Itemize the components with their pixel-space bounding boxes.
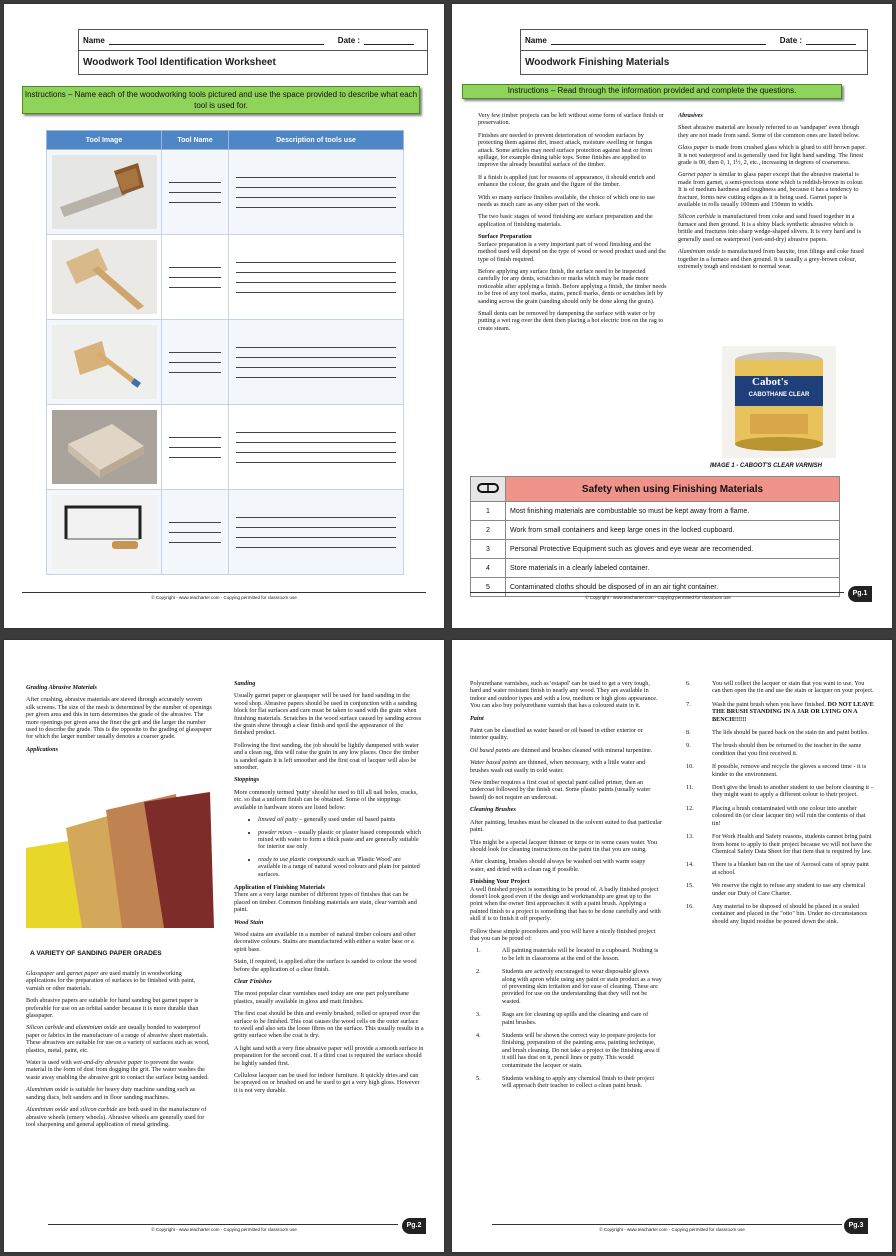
- description-line[interactable]: [236, 177, 396, 178]
- paragraph: Garnet paper is similar to glass paper except that the abrasive material is made from garnet, a semi-precious stone which is reddish-brown in colour. It is of medium hardness and toughness and, because it has a tendency to fracture, forms new cutting edges as it is being used. Garnet paper is available in rolls usually 100mm and 150mm in width.: [678, 171, 864, 209]
- description-line[interactable]: [236, 462, 396, 463]
- section-heading: Application of Finishing Materials: [234, 883, 325, 891]
- image-caption: IMAGE 1 - CABOOT'S CLEAR VARNISH: [710, 463, 822, 469]
- list-item: [680, 742, 874, 757]
- list-item: [680, 763, 874, 778]
- tool-name-line[interactable]: [169, 287, 221, 288]
- varnish-can-image: [722, 346, 836, 458]
- item-text: We reserve the right to refuse any student to use any chemical under our Duty of Care Charter.: [712, 882, 866, 897]
- safety-number: 2: [471, 521, 506, 540]
- item-text: You will collect the lacquer or stain that you want to use. You can then open the tin and use the stain or lacquer on your project.: [712, 680, 874, 695]
- tool-name-line[interactable]: [169, 267, 221, 268]
- paragraph: Following the first sanding, the job should be lightly dampened with water and a clean rag, this will raise the grain in any low places. Once the timber is sanded again it is left smoother and the first coat of lacquer will also be smoother.: [234, 741, 419, 772]
- left-text-column: [26, 684, 212, 758]
- section-heading: Applications: [26, 745, 58, 753]
- name-line[interactable]: [109, 36, 324, 45]
- page-paint-procedures: [452, 640, 892, 1252]
- paragraph: The most popular clear varnishes used today are one part polyurethane plastics, usually available in gloss and matt finishes.: [234, 990, 409, 1005]
- page-number: Pg.2: [402, 1218, 426, 1234]
- item-number: 11.: [686, 784, 694, 792]
- safety-text: Personal Protective Equipment such as gloves and eye wear are recomended.: [506, 540, 840, 559]
- description-line[interactable]: [236, 262, 396, 263]
- paragraph: Both abrasive papers are suitable for hand sanding but garnet paper is preferable for use on an orbital sander because it is more durable than glasspaper.: [26, 997, 199, 1020]
- item-text: Don't give the brush to another student to use before cleaning it – they might want to apply a different colour to their project.: [712, 784, 874, 799]
- safety-table: [470, 476, 840, 597]
- page-finishing-materials: [452, 4, 892, 628]
- list-item: [470, 1032, 662, 1069]
- item-text: Rags are for cleaning up spills and the cleaning and care of paint brushes.: [502, 1011, 649, 1026]
- description-line[interactable]: [236, 452, 396, 453]
- item-number: 8.: [686, 729, 691, 737]
- safety-text: Contaminated cloths should be disposed of in an air tight container.: [506, 578, 840, 597]
- item-number: 6.: [686, 680, 691, 687]
- description-line[interactable]: [236, 272, 396, 273]
- marking-gauge-icon: [52, 325, 157, 399]
- description-line[interactable]: [236, 367, 396, 368]
- paragraph: Sheet abrasive material are loosely referred to as 'sandpaper' even though they are not made from sand. Some of the common ones are listed below.: [678, 124, 860, 139]
- col-tool-name: Tool Name: [162, 131, 229, 150]
- item-text: Students wishing to apply any chemical finish to their project will approach their teacher to collect a clean paint brush.: [502, 1075, 655, 1090]
- item-text: Placing a brush contaminated with one colour into another coloured tin (or clear lacquer tin) will ruin the contents of that tin!: [712, 804, 866, 827]
- right-procedures-column: [680, 680, 874, 931]
- bullet-list: [234, 816, 424, 878]
- list-item: [470, 947, 662, 962]
- tool-name-line[interactable]: [169, 182, 221, 183]
- item-text: Any material to be disposed of should be placed in a sealed container and placed in the "otto" bin. Under no circumstances should any liquid residue be poured down the sink.: [712, 902, 868, 925]
- table-row: [47, 490, 404, 575]
- item-text: If possible, remove and recycle the gloves a second time - it is kinder to the environment.: [712, 763, 867, 778]
- description-line[interactable]: [236, 442, 396, 443]
- paragraph: Follow these simple procedures and you will have a nicely finished project that you can be proud of:: [470, 927, 656, 942]
- section-heading: Cleaning Brushes: [470, 806, 516, 814]
- paragraph: Wood stains are available in a number of natural timber colours and other decorative colours. Stains are manufactured with either a water base or a spirit base.: [234, 930, 416, 953]
- tool-table: [46, 130, 404, 575]
- date-line[interactable]: [364, 36, 414, 45]
- paragraph: Glass paper is made from crushed glass which is glued to stiff brown paper. It is not waterproof and is generally used for light hand sanding. The finest grade is 00, then 0, 1, 1½, 2, etc., increasing in degrees of coarseness.: [678, 144, 867, 167]
- paragraph: Water is used with wet-and-dry abrasive paper to prevent the waste material in the form of dust from dogging the grit. The water washes the waste away enabling the abrasive grit to contact the surface being sanded.: [26, 1059, 209, 1081]
- try-square-icon: [52, 155, 157, 229]
- paragraph: If a finish is applied just for reasons of appearance, it should enrich and enhance the colour, the grain and the figure of the timber.: [478, 173, 655, 189]
- description-line[interactable]: [236, 377, 396, 378]
- paragraph: With so many surface finishes available, the choice of which one to use needs as much care as any other part of the work.: [478, 193, 655, 209]
- paragraph: The two basic stages of wood finishing are surface preparation and the application of finishing materials.: [478, 213, 653, 228]
- description-line[interactable]: [236, 292, 396, 293]
- item-number: 10.: [686, 763, 694, 771]
- paragraph: Before applying any surface finish, the surface need to be inspected carefully for any dents, scratches or marks which may be made more noticeable after applying a finish. Before applying a finish, the timber needs to be free of any tool marks, stains, pencil marks, dents or scratches left by sanding across the grain (sanding should only be done along the grain).: [478, 267, 667, 305]
- list-item: [680, 833, 874, 855]
- safety-row: [471, 578, 840, 597]
- item-text: The brush should then be returned to the teacher in the same condition that you first received it.: [712, 742, 862, 757]
- page-tool-identification: [4, 4, 444, 628]
- procedure-list: [470, 947, 662, 1090]
- safety-number: 4: [471, 559, 506, 578]
- paragraph: Aluminium oxide is suitable for heavy duty machine sanding such as sanding discs, belt sanders and in floor sanding machines.: [26, 1086, 196, 1101]
- image-caption: A VARIETY OF SANDING PAPER GRADES: [30, 950, 162, 957]
- paragraph: After cleaning, brushes should always be washed out with warm soapy water, and dried with a clean rag if possible.: [470, 858, 646, 873]
- item-text: Wash the paint brush when you have finished. DO NOT LEAVE THE BRUSH STANDING IN A JAR OR LYING ON A BENCH!!!!!!: [712, 700, 874, 723]
- tool-name-line[interactable]: [169, 447, 221, 448]
- section-heading: Abrasives: [678, 112, 703, 119]
- name-line[interactable]: [551, 36, 766, 45]
- tool-name-line[interactable]: [169, 457, 221, 458]
- safety-row: [471, 502, 840, 521]
- safety-text: Work from small containers and keep large ones in the locked cupboard.: [506, 521, 840, 540]
- footer-rule: [48, 1224, 398, 1225]
- tool-name-line[interactable]: [169, 542, 221, 543]
- item-text: For Work Health and Safety reasons, students cannot bring paint from home to apply to their project because we will not have the Chemical Safety Data Sheet for that item that is required by law.: [712, 833, 872, 855]
- sanding-paper-image: [26, 788, 214, 928]
- section-heading: Clear Finishes: [234, 978, 272, 985]
- list-item: • linseed oil putty – generally used under oil based paints: [258, 816, 424, 823]
- table-row: [47, 320, 404, 405]
- page-title: Woodwork Finishing Materials: [525, 57, 670, 68]
- right-text-column: [234, 680, 424, 1099]
- paragraph: Small dents can be removed by dampening the surface with water or by putting a wet rag over the dent then placing a hot electric iron on the rag to create steam.: [478, 309, 664, 332]
- paragraph: Paint can be classified as water based or oil based in either exterior or interior quality.: [470, 727, 643, 742]
- safety-number: 3: [471, 540, 506, 559]
- name-label: Name: [525, 35, 547, 45]
- tool-name-line[interactable]: [169, 372, 221, 373]
- paragraph: There are a very large number of different types of finishes that can be placed on timber. Common finishing materials are stain, clear varnish and paint.: [234, 891, 417, 914]
- page-abrasives-sanding: [4, 640, 444, 1252]
- description-line[interactable]: [236, 197, 396, 198]
- footer-rule: [470, 592, 844, 593]
- paragraph: Usually garnet paper or glasspaper will be used for hand sanding in the wood shop. Abrasive papers should be used in conjunction with a sanding block for flat surfaces and care must be taken to sand with the grain when finishing materials. Scratches in the wood surface caused by sanding across the grain show through a clear finish and spoil the appearance of the finished product.: [234, 692, 422, 737]
- section-heading: Grading Abrasive Materials: [26, 684, 97, 691]
- list-item: [680, 701, 874, 723]
- item-number: 9.: [686, 742, 691, 750]
- paragraph: Cellulose lacquer can be used for indoor furniture. It quickly dries and can be sprayed on or brushed on and be used to get a very high gloss. However it is not very durable.: [234, 1072, 420, 1094]
- paragraph: This might be a special lacquer thinner or turps or in some cases water. You should look for cleaning instructions on the paint tin that you are using.: [470, 838, 657, 853]
- paragraph: Silicon carbide and aluminium oxide are usually bonded to waterproof paper or fabrics in the manufacture of a range of abrasive sheet materials. These abrasives are suitable for use on a variety of surfaces such as wood, plastics, metal, paint, etc.: [26, 1024, 210, 1054]
- goggles-icon: [471, 477, 506, 502]
- safety-title: Safety when using Finishing Materials: [506, 477, 840, 502]
- list-item: [680, 680, 874, 695]
- item-text: Students are actively encouraged to wear disposable gloves along with apron while using any paint or stain product as a way of preventing skin irritation and for ease of cleaning. These are provided for use on the understanding that they will not be wasted.: [502, 968, 662, 1005]
- paragraph: Finishes are needed to prevent deterioration of wooden surfaces by protecting them against dirt, insect attack, moisture swelling or fungus attack. Some articles may need surface protection against heat or from spillage, for example dining table tops. Some finishes are applied to improve the already beautiful surface of the timber.: [478, 131, 653, 169]
- left-text-column-continued: [26, 970, 212, 1133]
- coping-saw-icon: [52, 495, 157, 569]
- item-number: 5.: [476, 1075, 481, 1083]
- safety-number: 5: [471, 578, 506, 597]
- paragraph: Aluminium oxide is manufactured from bauxite, iron filings and coke fused together in a furnace and then ground. It is usually a grey-brown colour, extremely tough and resistant to normal wear.: [678, 248, 864, 270]
- tool-name-line[interactable]: [169, 277, 221, 278]
- safety-text: Most finishing materials are combustable so must be kept away from a flame.: [506, 502, 840, 521]
- page-number: Pg.1: [848, 586, 872, 602]
- tool-name-line[interactable]: [169, 522, 221, 523]
- paragraph: After crushing, abrasive materials are sieved through accurately woven silk screens. The size of the mesh is determined by the number of openings per given area and this in turn determines the grade of the abrasive. The more openings per given area the finer the grit and the larger the number used to describe the grade. This is the opposite to the grading of glasspaper for which the larger number usually denotes a coarser grade.: [26, 696, 212, 741]
- list-item: [680, 729, 874, 736]
- date-label: Date :: [779, 35, 803, 45]
- item-text: There is a blanket ban on the use of Aerosol cans of spray paint at school.: [712, 861, 869, 876]
- left-text-column: [470, 680, 662, 1096]
- section-heading: Paint: [470, 714, 484, 722]
- safety-number: 1: [471, 502, 506, 521]
- name-label: Name: [83, 35, 105, 45]
- tool-name-line[interactable]: [169, 352, 221, 353]
- section-heading: Finishing Your Project: [470, 878, 530, 886]
- description-line[interactable]: [236, 432, 396, 433]
- paragraph: Polyurethane varnishes, such as 'estapol' can be used to get a very tough, hard and water resistant finish to nearly any wood. They are available in indoor and outdoor types and with a low, medium or high gloss appearance. You can also buy polyurethane varnish that has a coloured stain in it.: [470, 680, 658, 710]
- description-line[interactable]: [236, 537, 396, 538]
- footer-rule: [492, 1224, 842, 1225]
- footer-copyright: © Copyright - www.teacharter.com - Copying permitted for classroom use: [151, 1227, 297, 1232]
- paragraph: A well finished project is something to be proud of. A badly finished project doesn't look good even if the design and workmanship are great up to the point when the owner first approaches it with a paint brush. Applying a painted finish to a project is something that has to be done carefully and with skill if is to finish it off properly.: [470, 885, 661, 923]
- footer-rule: [22, 592, 426, 593]
- paragraph: Glasspaper and garnet paper are used mainly in woodworking applications for the preparation of surfaces to be finished with paint, varnish or other materials.: [26, 970, 196, 992]
- item-number: 16.: [686, 902, 694, 910]
- paragraph: The first coat should be thin and evenly brushed, rolled or sprayed over the surface to be finished. This coat causes the wood cells on the outer surface to swell and also sets the loose fibres on the surface. This usually results in a gritty surface when the coat is dry.: [234, 1010, 424, 1040]
- instructions-box: Instructions – Name each of the woodworking tools pictured and use the space provided to describe what each tool is used for.: [22, 86, 420, 114]
- page-number: Pg.3: [844, 1218, 868, 1234]
- name-date-header: [78, 29, 428, 75]
- description-line[interactable]: [236, 547, 396, 548]
- list-item: [470, 1011, 662, 1026]
- tool-name-line[interactable]: [169, 202, 221, 203]
- item-number: 2.: [476, 968, 481, 976]
- paragraph: Very few timber projects can be left without some form of surface finish or preservation.: [478, 112, 664, 127]
- table-row: [47, 150, 404, 235]
- section-heading: Surface Preparation: [478, 233, 532, 241]
- col-tool-image: Tool Image: [47, 131, 162, 150]
- footer-copyright: © Copyright - www.teacharter.com - Copying permitted for classroom use: [151, 595, 297, 600]
- section-heading: Stoppings: [234, 776, 260, 784]
- section-heading: Sanding: [234, 680, 256, 687]
- description-line[interactable]: [236, 517, 396, 518]
- can-label: CABOTHANE CLEAR: [748, 392, 810, 398]
- paragraph: After painting, brushes must be cleaned in the solvent suited to that particular paint.: [470, 818, 662, 834]
- list-item: • powder mixes – usually plastic or plaster based compounds which mixed with water to form a thick paste and are generally suitable for interior use only: [258, 829, 424, 851]
- list-item: • ready to use plastic compounds such as 'Plastic Wood' are available in a range of natural wood colours and plain for painted surfaces.: [258, 856, 424, 878]
- paragraph: Surface preparation is a very important part of wood finishing and the method used will depend on the type of wood or wood product used and the type of finish required.: [478, 240, 666, 263]
- list-item: [680, 784, 874, 799]
- date-label: Date :: [337, 35, 361, 45]
- description-line[interactable]: [236, 282, 396, 283]
- table-row: [47, 235, 404, 320]
- name-date-header: [520, 29, 868, 75]
- paragraph: Silicon carbide is manufactured from coke and sand fused together in a furnace and then ground. It is a shiny black synthetic abrasive which is brittle and fractures into sharp wedge-shaped slivers. It is very hard and is generally used on waterproof (wet-and-dry) abrasive papers.: [678, 213, 861, 243]
- paragraph: Water based paints are thinned, when necessary, with a little water and brushes wash out easily in cold water.: [470, 759, 646, 774]
- right-text-column: [678, 112, 868, 275]
- item-text: All painting materials will be located in a cupboard. Nothing is to be left in classrooms at the end of the lesson.: [502, 947, 659, 962]
- safety-text: Store materials in a clearly labeled container.: [506, 559, 840, 578]
- paragraph: Oil based paints are thinned and brushes cleaned with mineral turpentine.: [470, 746, 653, 754]
- list-item: [680, 882, 874, 897]
- description-line[interactable]: [236, 527, 396, 528]
- description-line[interactable]: [236, 357, 396, 358]
- item-number: 14.: [686, 861, 694, 869]
- list-item: [470, 1075, 662, 1090]
- footer-copyright: © Copyright - www.teacharter.com - Copying permitted for classroom use: [585, 595, 731, 600]
- list-item: [680, 861, 874, 876]
- left-text-column: [478, 112, 668, 337]
- list-item: [680, 805, 874, 827]
- paragraph: New timber requires a first coat of special paint called primer, then an undercoat followed by the finish coat. Some plastic paints (usually water based) do not require an undercoat.: [470, 779, 651, 801]
- list-item: [680, 903, 874, 925]
- description-line[interactable]: [236, 207, 396, 208]
- safety-row: [471, 521, 840, 540]
- item-number: 15.: [686, 882, 694, 890]
- item-text: Students will be shown the correct way to prepare projects for finishing, preparation of the painting area, painting technique, and brush cleaning. Do not take a project to the finishing area if it still has dust on it, pencil lines or putty. This would contaminate the lacquer or stain.: [502, 1032, 660, 1069]
- paragraph: Stain, if required, is applied after the surface is sanded to colour the wood before the application of a clear finish.: [234, 958, 417, 973]
- description-line[interactable]: [236, 187, 396, 188]
- item-number: 3.: [476, 1011, 481, 1019]
- item-text: The lids should be paced back on the stain tin and paint bottles.: [712, 729, 869, 737]
- footer-copyright: © Copyright - www.teacharter.com - Copying permitted for classroom use: [599, 1227, 745, 1232]
- section-heading: Wood Stain: [234, 918, 264, 926]
- paragraph: Aluminium oxide and silicon carbide are both used in the manufacture of abrasive wheels (emery wheels). Abrasive wheels are generally used for tool sharpening and general application of metal grinding.: [26, 1106, 207, 1128]
- item-number: 4.: [476, 1032, 481, 1040]
- list-item: [470, 968, 662, 1005]
- safety-row: [471, 559, 840, 578]
- item-number: 12.: [686, 804, 694, 812]
- can-brand: Cabot's: [752, 376, 789, 388]
- instructions-box: Instructions – Read through the information provided and complete the questions.: [462, 84, 842, 99]
- description-line[interactable]: [236, 347, 396, 348]
- item-number: 1.: [476, 947, 481, 955]
- mallet-icon: [52, 240, 157, 314]
- item-number: 7.: [686, 700, 691, 708]
- sanding-block-icon: [52, 410, 157, 484]
- tool-name-line[interactable]: [169, 437, 221, 438]
- tool-name-line[interactable]: [169, 362, 221, 363]
- paragraph: More commonly termed 'putty' should be used to fill all nail holes, cracks, etc. so that a uniform finish can be obtained. Some of the stoppings available in hardware stores are listed below:: [234, 788, 418, 811]
- tool-name-line[interactable]: [169, 192, 221, 193]
- page-title: Woodwork Tool Identification Worksheet: [83, 57, 276, 68]
- col-description: Description of tools use: [229, 131, 404, 150]
- item-number: 13.: [686, 833, 694, 841]
- procedure-list: [680, 680, 874, 925]
- tool-name-line[interactable]: [169, 532, 221, 533]
- paragraph: A light sand with a very fine abrasive paper will provide a smooth surface in preparation for the second coat. If a third coat is required the surface should be lightly sanded first.: [234, 1044, 424, 1067]
- date-line[interactable]: [806, 36, 856, 45]
- safety-row: [471, 540, 840, 559]
- table-row: [47, 405, 404, 490]
